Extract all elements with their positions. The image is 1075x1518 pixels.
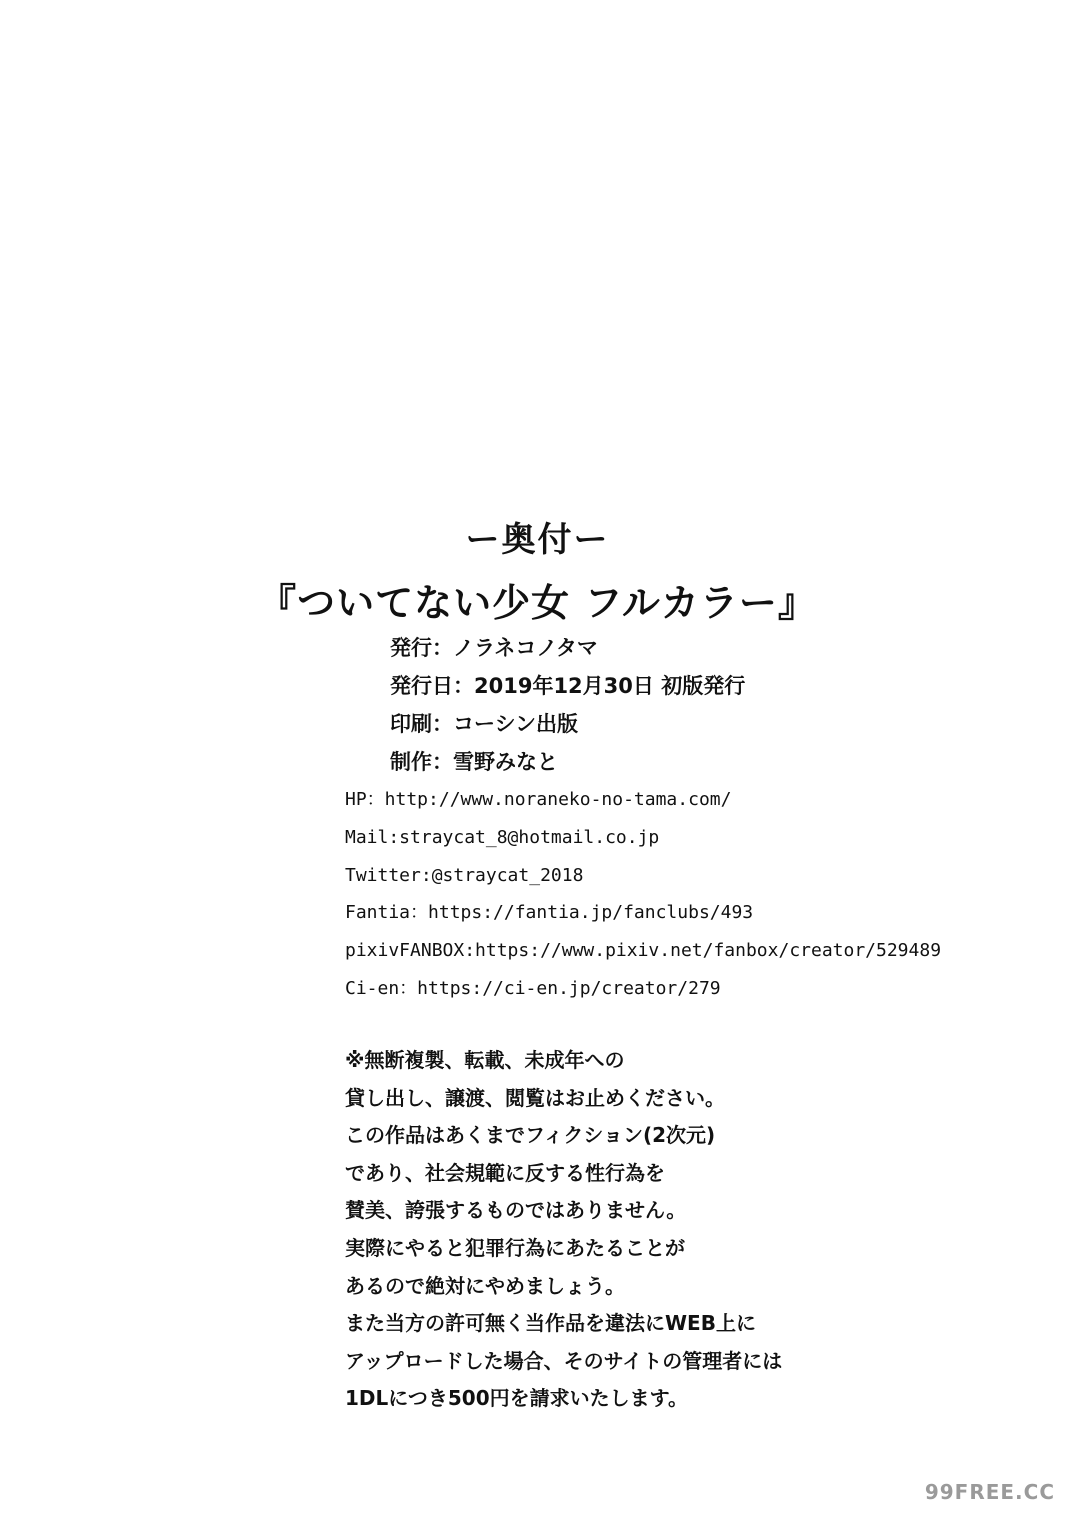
credits-list <box>390 634 745 786</box>
link-ci-en: Ci-en：https://ci-en.jp/creator/279 <box>345 977 721 999</box>
notice-line: あるので絶対にやめましょう。 <box>345 1273 625 1298</box>
notice-line: 賛美、誇張するものではありません。 <box>345 1198 687 1223</box>
notice-line: また当方の許可無く当作品を違法にWEB上に <box>345 1311 756 1336</box>
book-title: 『ついてない少女 フルカラー』 <box>258 581 817 625</box>
credit-publish-date: 発行日：2019年12月30日 初版発行 <box>390 674 746 698</box>
notice-line: この作品はあくまでフィクション(2次元) <box>345 1123 716 1148</box>
notice-block <box>345 1046 782 1422</box>
notice-line: ※無断複製、転載、未成年への <box>345 1048 625 1072</box>
section-title: ー奥付ー <box>465 520 610 560</box>
link-pixiv-fanbox: pixivFANBOX:https://www.pixiv.net/fanbox/creator/529489 <box>345 940 942 962</box>
watermark: 99FREE.CC <box>924 1480 1055 1504</box>
link-fantia: Fantia：https://fantia.jp/fanclubs/493 <box>345 902 754 924</box>
notice-line: であり、社会規範に反する性行為を <box>345 1160 665 1185</box>
links-list <box>345 787 941 1014</box>
notice-line: 1DLにつき500円を請求いたします。 <box>345 1386 689 1411</box>
credit-publisher: 発行：ノラネコノタマ <box>390 636 598 660</box>
link-twitter: Twitter:@straycat_2018 <box>345 864 584 886</box>
link-homepage: HP：http://www.noraneko-no-tama.com/ <box>345 789 732 810</box>
notice-line: 実際にやると犯罪行為にあたることが <box>345 1235 685 1260</box>
notice-line: 貸し出し、譲渡、閲覧はお止めください。 <box>345 1085 725 1110</box>
credit-author: 制作：雪野みなと <box>390 750 558 774</box>
link-mail: Mail:straycat_8@hotmail.co.jp <box>345 826 660 848</box>
credit-printer: 印刷：コーシン出版 <box>390 712 579 736</box>
notice-line: アップロードした場合、そのサイトの管理者には <box>345 1348 783 1373</box>
